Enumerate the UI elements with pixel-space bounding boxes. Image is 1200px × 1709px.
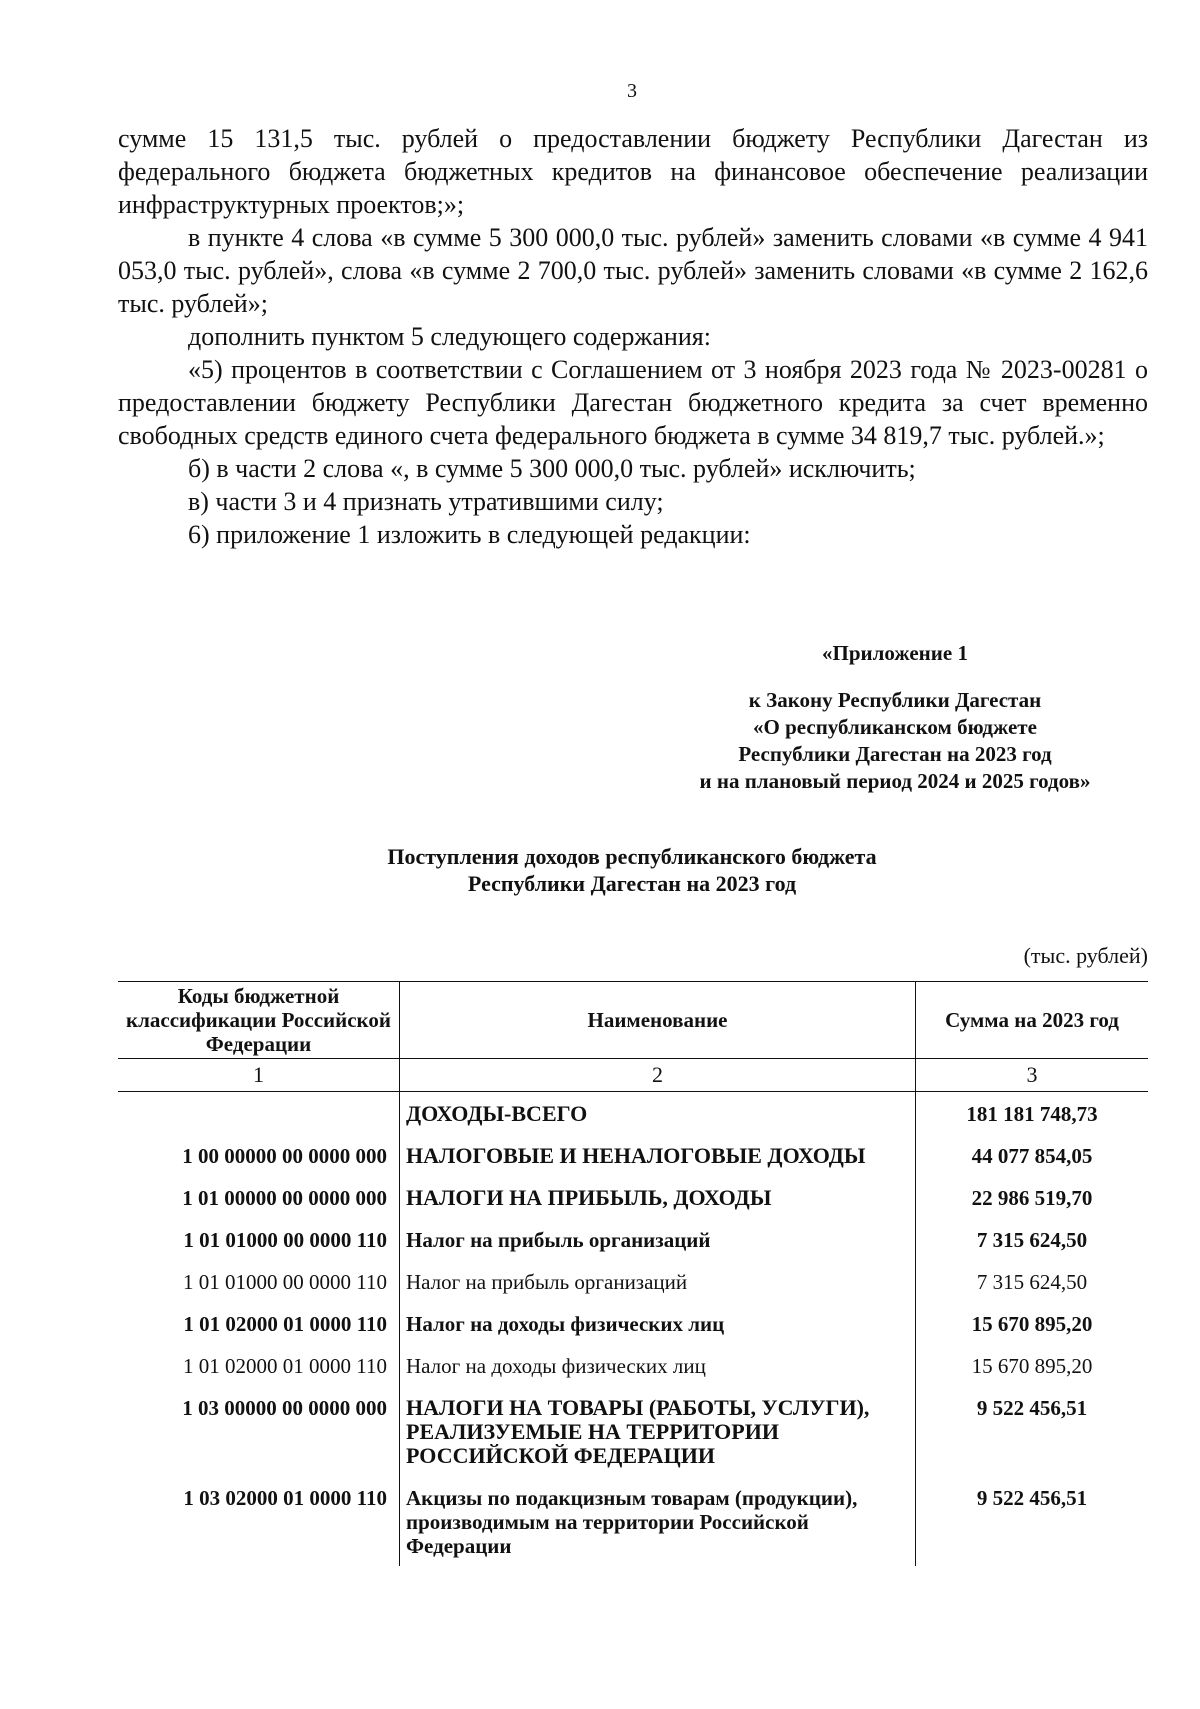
column-number: 3 xyxy=(916,1059,1149,1092)
column-number: 1 xyxy=(118,1059,400,1092)
sum-cell: 7 315 624,50 xyxy=(916,1218,1149,1260)
sum-cell: 9 522 456,51 xyxy=(916,1476,1149,1566)
appendix-line: к Закону Республики Дагестан xyxy=(748,688,1042,712)
budget-code-cell: 1 00 00000 00 0000 000 xyxy=(182,1144,387,1168)
name-cell: Налог на доходы физических лиц xyxy=(400,1344,916,1386)
page-number: 3 xyxy=(627,80,637,102)
appendix-line: «О республиканском бюджете xyxy=(753,715,1037,739)
budget-code-cell xyxy=(118,1092,400,1135)
table-row xyxy=(118,1218,1148,1260)
body-text xyxy=(118,122,1148,551)
name-cell: Налог на доходы физических лиц xyxy=(400,1302,916,1344)
budget-code-cell: 1 01 00000 00 0000 000 xyxy=(182,1186,387,1210)
body-paragraph: б) в части 2 слова «, в сумме 5 300 000,0 тыс. рублей» исключить; xyxy=(188,454,916,483)
budget-code-cell: 1 01 01000 00 0000 110 xyxy=(183,1270,387,1294)
body-paragraph: 6) приложение 1 изложить в следующей редакции: xyxy=(188,520,751,549)
body-paragraph: в пункте 4 слова «в сумме 5 300 000,0 тыс. рублей» заменить словами «в сумме 4 941 053,0 тыс. рублей», слова «в сумме 2 700,0 тыс. рублей» заменить словами «в сумме 2 162,6 тыс. рублей»; xyxy=(118,223,1148,318)
sum-cell: 15 670 895,20 xyxy=(916,1344,1149,1386)
header-code: Коды бюджетной классификации Российской Федерации xyxy=(118,982,400,1059)
header-name: Наименование xyxy=(400,982,916,1059)
name-cell: НАЛОГИ НА ТОВАРЫ (РАБОТЫ, УСЛУГИ), РЕАЛИЗУЕМЫЕ НА ТЕРРИТОРИИ РОССИЙСКОЙ ФЕДЕРАЦИИ xyxy=(400,1386,916,1476)
sum-cell: 7 315 624,50 xyxy=(916,1260,1149,1302)
budget-code-cell: 1 01 01000 00 0000 110 xyxy=(183,1228,387,1252)
name-cell: ДОХОДЫ-ВСЕГО xyxy=(400,1092,916,1135)
table-row xyxy=(118,1476,1148,1566)
name-cell: Налог на прибыль организаций xyxy=(400,1218,916,1260)
table-title xyxy=(0,843,1200,897)
sum-cell: 9 522 456,51 xyxy=(916,1386,1149,1476)
budget-code-cell: 1 03 02000 01 0000 110 xyxy=(183,1486,387,1510)
table-row xyxy=(118,1260,1148,1302)
name-cell: НАЛОГИ НА ПРИБЫЛЬ, ДОХОДЫ xyxy=(400,1176,916,1218)
name-cell: НАЛОГОВЫЕ И НЕНАЛОГОВЫЕ ДОХОДЫ xyxy=(400,1134,916,1176)
units-label: (тыс. рублей) xyxy=(1023,943,1148,968)
name-cell: Налог на прибыль организаций xyxy=(400,1260,916,1302)
table-row xyxy=(118,1302,1148,1344)
table-row xyxy=(118,1134,1148,1176)
budget-code-cell: 1 01 02000 01 0000 110 xyxy=(183,1312,387,1336)
sum-cell: 44 077 854,05 xyxy=(916,1134,1149,1176)
table-row xyxy=(118,1092,1148,1135)
budget-code-cell: 1 01 02000 01 0000 110 xyxy=(183,1354,387,1378)
revenue-table xyxy=(118,981,1148,1566)
column-number: 2 xyxy=(400,1059,916,1092)
column-number-row xyxy=(118,1059,1148,1092)
table-row xyxy=(118,1344,1148,1386)
sum-cell: 181 181 748,73 xyxy=(916,1092,1149,1135)
table-header-row xyxy=(118,982,1148,1059)
appendix-header xyxy=(600,640,1190,795)
appendix-title: «Приложение 1 xyxy=(822,641,968,665)
table-title-line: Республики Дагестан на 2023 год xyxy=(467,871,797,896)
name-cell: Акцизы по подакцизным товарам (продукции), производимым на территории Российской Федерации xyxy=(400,1476,916,1566)
body-paragraph: сумме 15 131,5 тыс. рублей о предоставлении бюджету Республики Дагестан из федерального бюджета бюджетных кредитов на финансовое обеспечение реализации инфраструктурных проектов;»; xyxy=(118,124,1148,219)
appendix-line: и на плановый период 2024 и 2025 годов» xyxy=(699,769,1091,793)
table-title-line: Поступления доходов республиканского бюджета xyxy=(387,844,877,869)
header-sum: Сумма на 2023 год xyxy=(916,982,1149,1059)
body-paragraph: «5) процентов в соответствии с Соглашением от 3 ноября 2023 года № 2023-00281 о предоставлении бюджету Республики Дагестан бюджетного кредита за счет временно свободных средств единого счета федерального бюджета в сумме 34 819,7 тыс. рублей.»; xyxy=(118,355,1148,450)
table-row xyxy=(118,1386,1148,1476)
budget-code-cell: 1 03 00000 00 0000 000 xyxy=(182,1396,387,1420)
body-paragraph: в) части 3 и 4 признать утратившими силу; xyxy=(188,487,664,516)
table-row xyxy=(118,1176,1148,1218)
sum-cell: 15 670 895,20 xyxy=(916,1302,1149,1344)
body-paragraph: дополнить пунктом 5 следующего содержания: xyxy=(188,322,711,351)
sum-cell: 22 986 519,70 xyxy=(916,1176,1149,1218)
appendix-line: Республики Дагестан на 2023 год xyxy=(738,742,1052,766)
table-body xyxy=(118,1092,1148,1567)
